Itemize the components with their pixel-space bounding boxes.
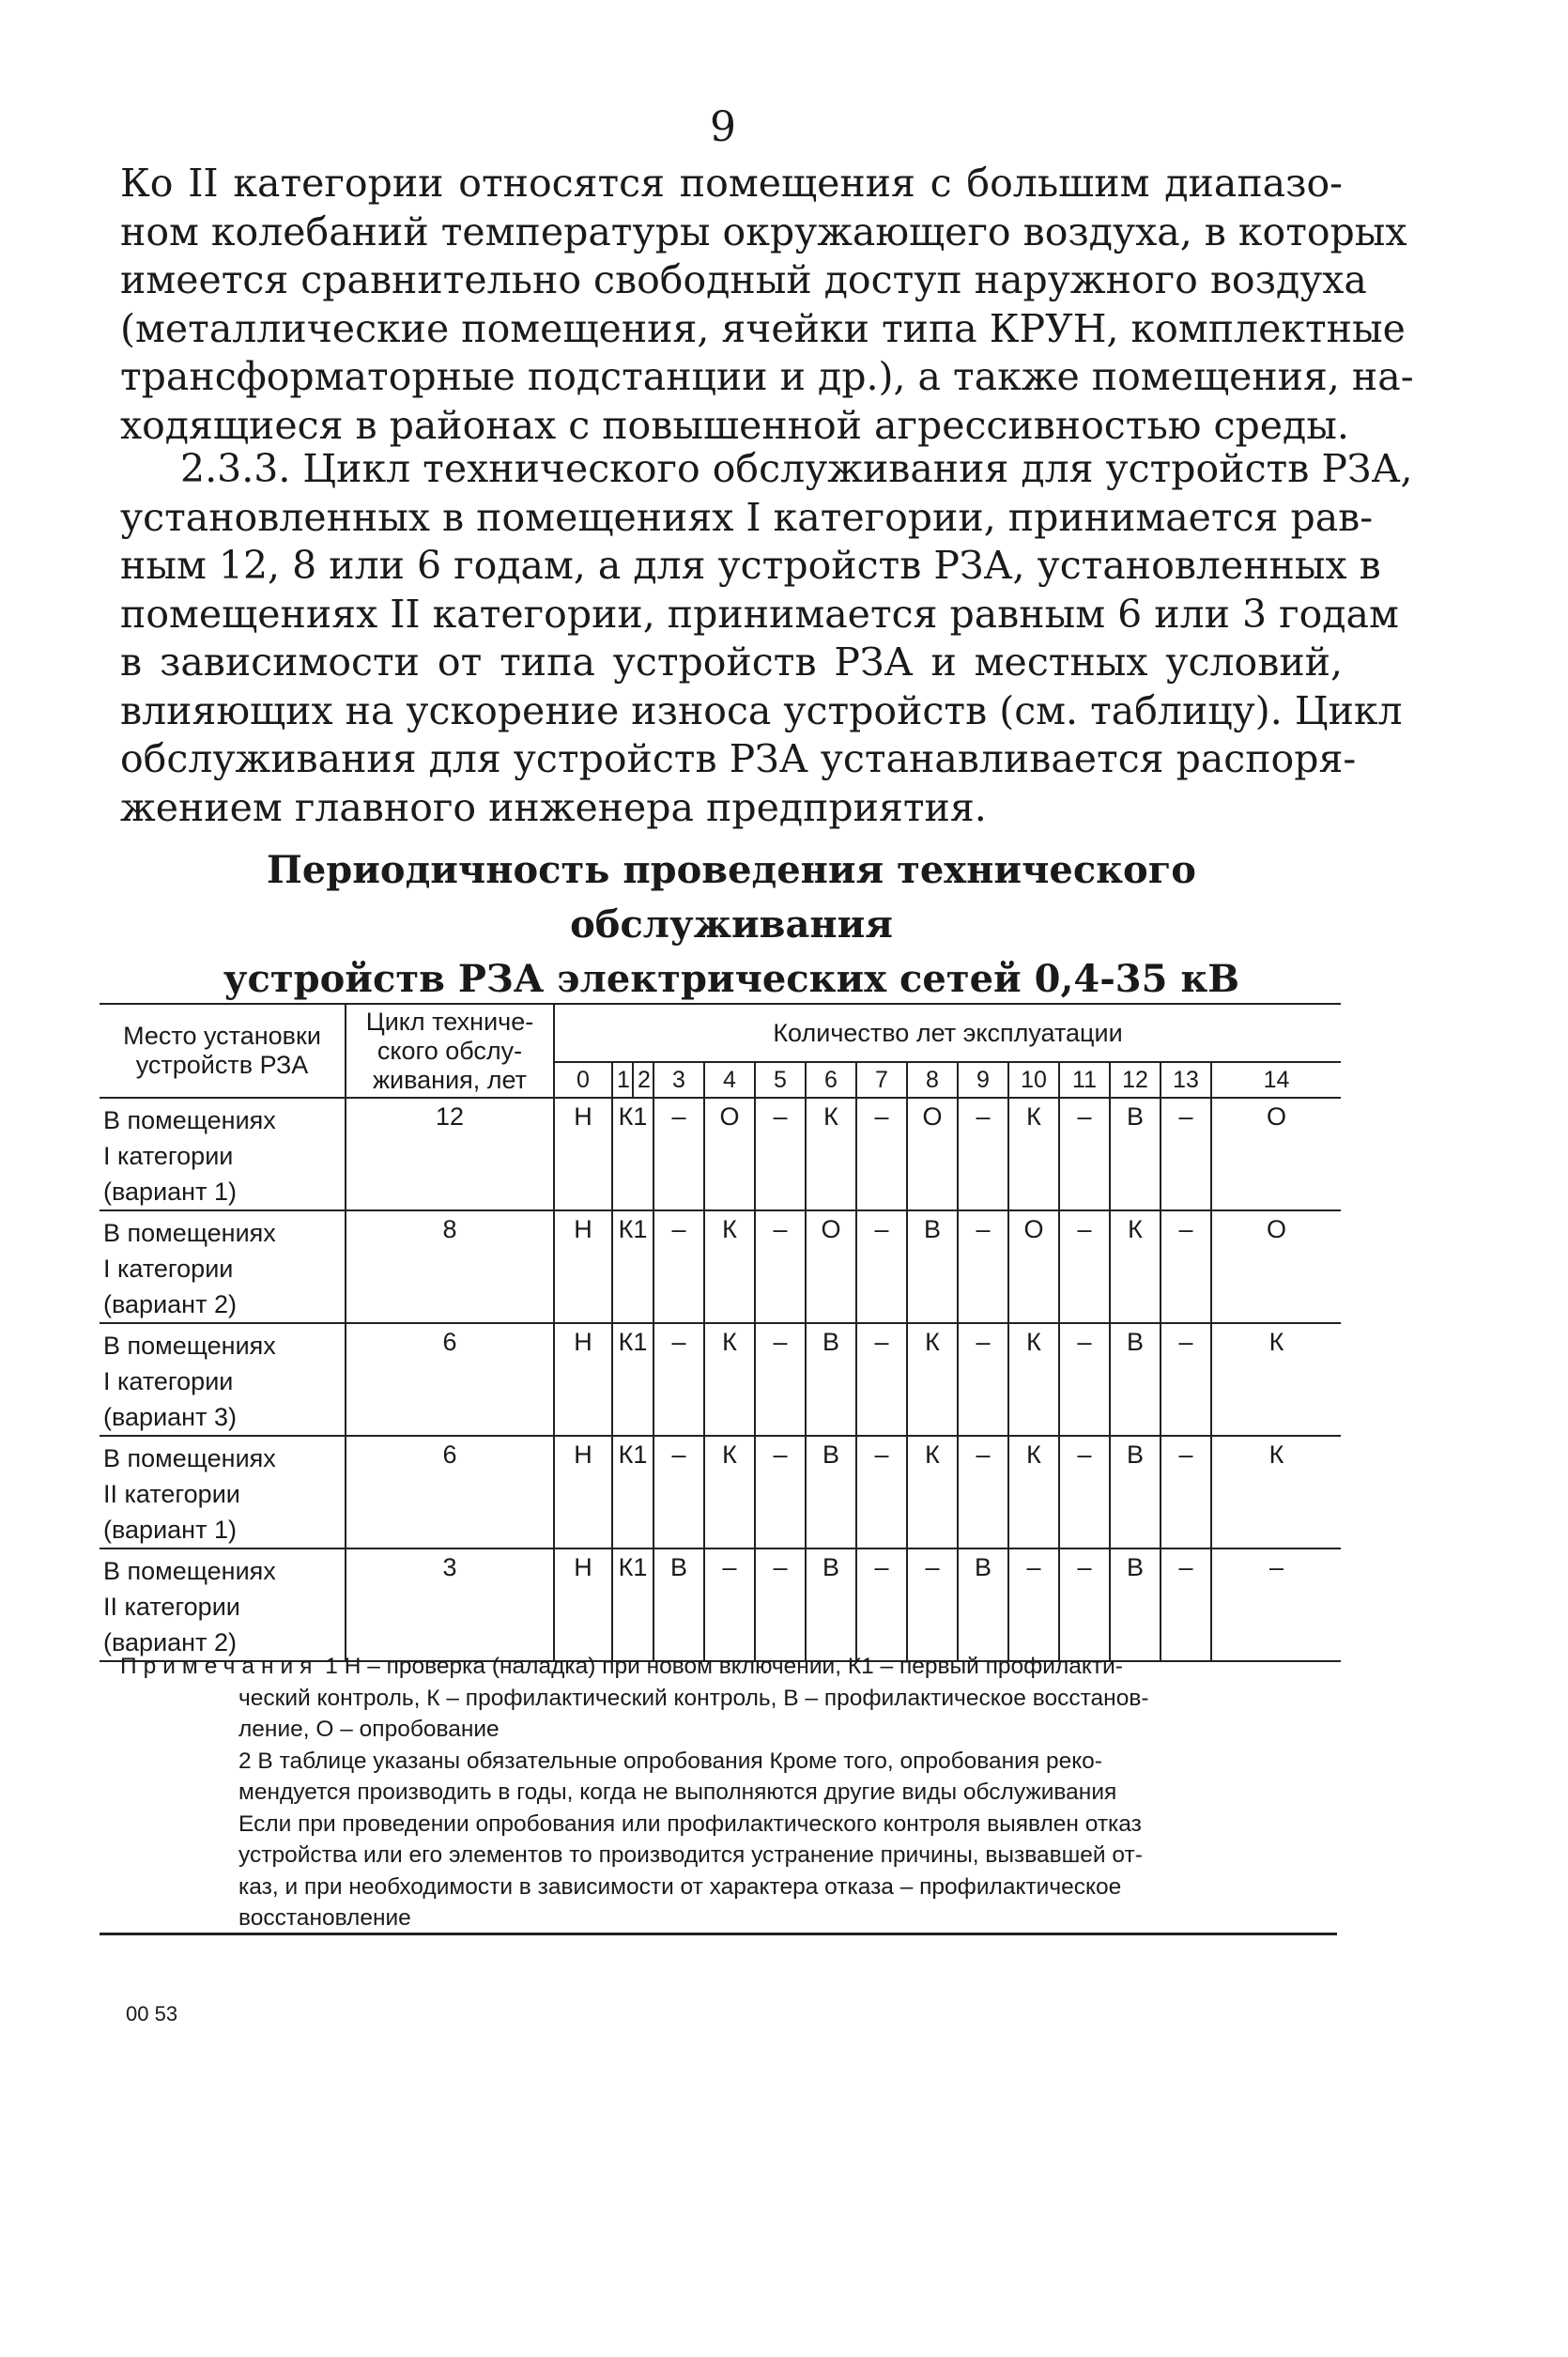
maintenance-cell: – [1059, 1548, 1110, 1661]
maintenance-cell: – [653, 1323, 704, 1436]
maintenance-cell: – [958, 1210, 1008, 1323]
text-line: трансформаторные подстанции и др.), а также помещения, на- [120, 354, 1414, 399]
maintenance-cell: – [755, 1210, 806, 1323]
place-line: I категории [103, 1367, 234, 1395]
maintenance-cell: – [856, 1436, 907, 1548]
maintenance-cell: – [755, 1098, 806, 1210]
maintenance-cell: О [704, 1098, 755, 1210]
maintenance-cell: К [1211, 1323, 1341, 1436]
year-header-cell: 11 [1059, 1062, 1110, 1098]
place-cell [100, 1210, 346, 1323]
year-header-cell: 13 [1161, 1062, 1211, 1098]
maintenance-cell: К [704, 1436, 755, 1548]
place-line: II категории [103, 1480, 240, 1508]
maintenance-cell: – [704, 1548, 755, 1661]
maintenance-cell: Н [554, 1098, 612, 1210]
maintenance-cell: – [1161, 1323, 1211, 1436]
maintenance-table [100, 1003, 1341, 1662]
table-row [100, 1548, 1341, 1661]
note-line: 2 В таблице указаны обязательные опробования Кроме того, опробования реко- [238, 1748, 1102, 1774]
maintenance-cell: В [806, 1323, 856, 1436]
table-body [100, 1098, 1341, 1661]
maintenance-cell: К [1211, 1436, 1341, 1548]
note-line: восстановление [238, 1905, 411, 1931]
maintenance-cell: – [653, 1436, 704, 1548]
maintenance-cell: – [1161, 1548, 1211, 1661]
maintenance-cell: – [907, 1548, 958, 1661]
maintenance-cell: – [653, 1098, 704, 1210]
maintenance-cell: – [1059, 1098, 1110, 1210]
maintenance-cell: К [1008, 1323, 1059, 1436]
note-1-text: 1 Н – проверка (наладка) при новом включении, К1 – первый профилакти- [325, 1654, 1123, 1679]
place-line: I категории [103, 1142, 234, 1170]
text-line: ном колебаний температуры окружающего воздуха, в которых [120, 208, 1407, 254]
maintenance-cell: К [907, 1323, 958, 1436]
maintenance-cell: – [958, 1098, 1008, 1210]
maintenance-cell: К1 [612, 1098, 653, 1210]
place-line: I категории [103, 1255, 234, 1283]
maintenance-cell: К [1008, 1098, 1059, 1210]
maintenance-cell: – [856, 1210, 907, 1323]
maintenance-cell: – [755, 1548, 806, 1661]
maintenance-cell: К [1110, 1210, 1161, 1323]
cycle-cell: 12 [346, 1098, 554, 1210]
year-header-cell: 9 [958, 1062, 1008, 1098]
note-1-line [120, 1651, 1341, 1683]
year-header-cell: 0 [554, 1062, 612, 1098]
text-line: обслуживания для устройств РЗА устанавливается распоря- [120, 736, 1357, 781]
table-row [100, 1436, 1341, 1548]
maintenance-cell: – [958, 1323, 1008, 1436]
header-years: Количество лет эксплуатации [554, 1004, 1341, 1062]
maintenance-cell: – [958, 1436, 1008, 1548]
text-line: Ко II категории относятся помещения с большим диапазо- [120, 161, 1343, 206]
maintenance-cell: К1 [612, 1548, 653, 1661]
paragraph-2-3-3 [120, 445, 1413, 832]
cycle-cell: 6 [346, 1323, 554, 1436]
maintenance-cell: К [1008, 1436, 1059, 1548]
maintenance-cell: К [704, 1210, 755, 1323]
header-place: Место установки устройств РЗА [100, 1004, 346, 1098]
maintenance-cell: – [755, 1436, 806, 1548]
table-row [100, 1323, 1341, 1436]
maintenance-cell: О [806, 1210, 856, 1323]
year-header-cell: 7 [856, 1062, 907, 1098]
table-row [100, 1210, 1341, 1323]
maintenance-cell: К [806, 1098, 856, 1210]
notes-label: Примечания [120, 1654, 319, 1679]
place-line: (вариант 1) [103, 1516, 237, 1544]
text-line: ходящиеся в районах с повышенной агрессивностью среды. [120, 402, 1349, 448]
maintenance-cell: – [1059, 1436, 1110, 1548]
maintenance-cell: К [704, 1323, 755, 1436]
maintenance-cell: В [806, 1548, 856, 1661]
text-line: 2.3.3. Цикл технического обслуживания для устройств РЗА, [180, 446, 1413, 491]
maintenance-cell: – [1211, 1548, 1341, 1661]
bottom-rule [100, 1933, 1337, 1935]
maintenance-cell: О [1211, 1098, 1341, 1210]
place-cell [100, 1436, 346, 1548]
cycle-cell: 8 [346, 1210, 554, 1323]
maintenance-cell: – [1161, 1436, 1211, 1548]
year-header-cell: 4 [704, 1062, 755, 1098]
year-header-cell: 12 [1110, 1062, 1161, 1098]
maintenance-cell: О [1211, 1210, 1341, 1323]
maintenance-cell: В [958, 1548, 1008, 1661]
maintenance-cell: О [907, 1098, 958, 1210]
year-header-cell: 5 [755, 1062, 806, 1098]
maintenance-cell: В [806, 1436, 856, 1548]
maintenance-cell: – [1059, 1323, 1110, 1436]
maintenance-cell: К1 [612, 1436, 653, 1548]
footer-code: 00 53 [126, 2002, 178, 2026]
note-line: ческий контроль, К – профилактический контроль, В – профилактическое восстанов- [238, 1685, 1149, 1711]
note-line: мендуется производить в годы, когда не выполняются другие виды обслуживания [238, 1779, 1117, 1805]
text-line: (металлические помещения, ячейки типа КРУН, комплектные [120, 305, 1406, 351]
place-line: В помещениях [103, 1557, 276, 1585]
note-line: устройства или его элементов то производится устранение причины, вызвавшей от- [238, 1842, 1143, 1868]
maintenance-cell: – [653, 1210, 704, 1323]
place-line: В помещениях [103, 1219, 276, 1247]
maintenance-cell: В [1110, 1436, 1161, 1548]
table-row [100, 1098, 1341, 1210]
table-title-line: устройств РЗА электрических сетей 0,4-35 кВ [223, 957, 1240, 1001]
header-cycle: Цикл техниче-ского обслу-живания, лет [346, 1004, 554, 1098]
maintenance-cell: – [755, 1323, 806, 1436]
maintenance-cell: – [856, 1548, 907, 1661]
maintenance-cell: – [1059, 1210, 1110, 1323]
cycle-cell: 3 [346, 1548, 554, 1661]
place-line: (вариант 3) [103, 1403, 237, 1431]
table-title [120, 843, 1343, 1007]
year-header-cell: 14 [1211, 1062, 1341, 1098]
cycle-cell: 6 [346, 1436, 554, 1548]
maintenance-cell: О [1008, 1210, 1059, 1323]
text-line: помещениях II категории, принимается равным 6 или 3 годам [120, 591, 1399, 637]
text-line: влияющих на ускорение износа устройств (см. таблицу). Цикл [120, 687, 1403, 733]
maintenance-cell: В [907, 1210, 958, 1323]
note-line: Если при проведении опробования или профилактического контроля выявлен отказ [238, 1810, 1142, 1837]
maintenance-cell: В [1110, 1098, 1161, 1210]
place-line: В помещениях [103, 1444, 276, 1472]
year-header-cell: 8 [907, 1062, 958, 1098]
place-cell [100, 1098, 346, 1210]
maintenance-cell: Н [554, 1548, 612, 1661]
year-header-cell: 1 [612, 1062, 633, 1098]
page-number: 9 [710, 103, 736, 151]
maintenance-cell: Н [554, 1436, 612, 1548]
place-line: (вариант 2) [103, 1628, 237, 1656]
place-line: (вариант 2) [103, 1290, 237, 1318]
maintenance-cell: К1 [612, 1210, 653, 1323]
maintenance-cell: Н [554, 1323, 612, 1436]
note-line: ление, О – опробование [238, 1717, 500, 1742]
table-notes [120, 1651, 1341, 1934]
text-line: в зависимости от типа устройств РЗА и местных условий, [120, 639, 1343, 685]
text-line: ным 12, 8 или 6 годам, а для устройств РЗА, установленных в [120, 543, 1381, 588]
place-line: В помещениях [103, 1106, 276, 1134]
text-line: жением главного инженера предприятия. [120, 784, 987, 830]
maintenance-cell: В [1110, 1548, 1161, 1661]
maintenance-cell: К [907, 1436, 958, 1548]
year-header-cell: 6 [806, 1062, 856, 1098]
place-line: В помещениях [103, 1332, 276, 1360]
place-cell [100, 1548, 346, 1661]
maintenance-cell: К1 [612, 1323, 653, 1436]
paragraph-category-two [120, 160, 1414, 450]
maintenance-cell: В [653, 1548, 704, 1661]
text-line: имеется сравнительно свободный доступ наружного воздуха [120, 257, 1367, 302]
maintenance-cell: – [856, 1098, 907, 1210]
maintenance-cell: – [856, 1323, 907, 1436]
year-header-cell: 2 [633, 1062, 653, 1098]
year-header-cell: 3 [653, 1062, 704, 1098]
year-header-cell: 10 [1008, 1062, 1059, 1098]
note-line: каз, и при необходимости в зависимости от характера отказа – профилактическое [238, 1873, 1122, 1900]
maintenance-cell: – [1161, 1098, 1211, 1210]
maintenance-cell: – [1161, 1210, 1211, 1323]
place-cell [100, 1323, 346, 1436]
maintenance-cell: В [1110, 1323, 1161, 1436]
table-title-line: Периодичность проведения технического обслуживания [267, 848, 1196, 947]
maintenance-cell: – [1008, 1548, 1059, 1661]
place-line: (вариант 1) [103, 1178, 237, 1206]
text-line: установленных в помещениях I категории, принимается рав- [120, 494, 1374, 540]
maintenance-cell: Н [554, 1210, 612, 1323]
place-line: II категории [103, 1593, 240, 1621]
